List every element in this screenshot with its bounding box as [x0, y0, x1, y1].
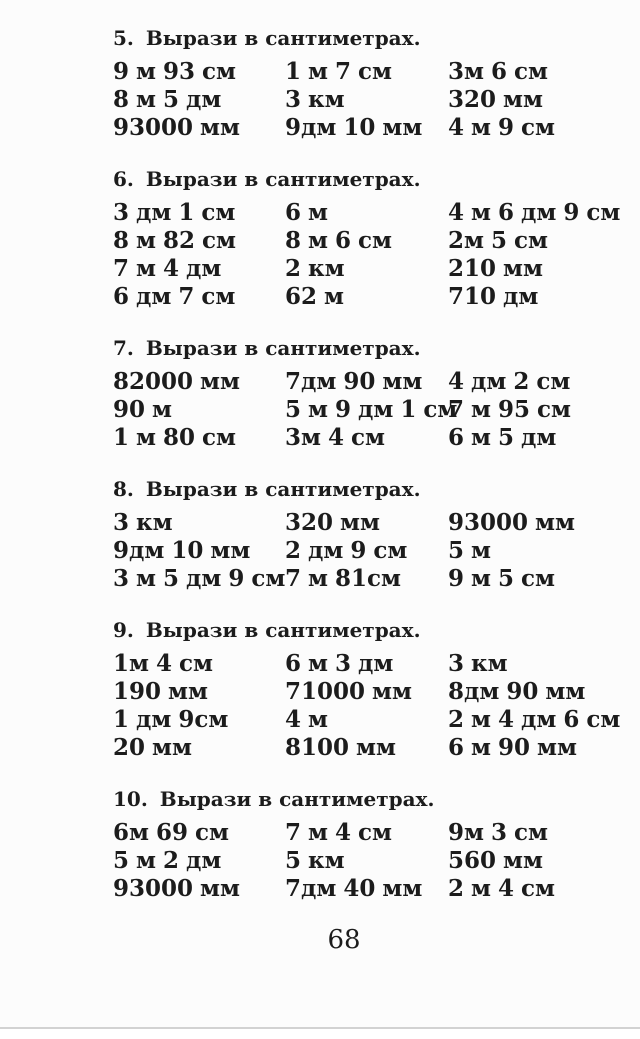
measurement-value: 3 дм 1 см: [113, 199, 236, 226]
measurement-value: 560 мм: [448, 847, 543, 874]
exercise-measurements: [0, 368, 640, 452]
exercise-section: [0, 475, 640, 593]
measurement-value: 93000 мм: [448, 509, 575, 536]
exercise-section: [0, 334, 640, 452]
measurement-value: 3 км: [113, 509, 173, 536]
exercise-heading: [0, 334, 640, 362]
exercise-measurements: [0, 199, 640, 311]
measurement-value: 2 км: [285, 255, 345, 282]
measurement-value: 3 км: [448, 650, 508, 677]
exercise-title: Вырази в сантиметрах.: [145, 336, 421, 360]
measurement-value: 8дм 90 мм: [448, 678, 586, 705]
exercise-list: [0, 24, 640, 954]
measurement-value: 7дм 90 мм: [285, 368, 423, 395]
exercise-measurements: [0, 509, 640, 593]
exercise-number: 10.: [113, 787, 148, 811]
exercise-number: 8.: [113, 477, 134, 501]
measurement-value: 90 м: [113, 396, 172, 423]
exercise-heading: [0, 165, 640, 193]
exercise-section: [0, 616, 640, 762]
exercise-heading: [0, 475, 640, 503]
exercise-heading: [0, 785, 640, 813]
measurement-value: 8 м 82 см: [113, 227, 236, 254]
exercise-number: 6.: [113, 167, 134, 191]
exercise-measurements: [0, 58, 640, 142]
exercise-section: [0, 165, 640, 311]
measurement-value: 93000 мм: [113, 875, 240, 902]
exercise-heading: [0, 24, 640, 52]
measurement-value: 5 м 2 дм: [113, 847, 222, 874]
measurement-value: 5 км: [285, 847, 345, 874]
measurement-value: 3 км: [285, 86, 345, 113]
measurement-value: 6 м 5 дм: [448, 424, 557, 451]
measurement-value: 6 м 90 мм: [448, 734, 577, 761]
measurement-value: 9дм 10 мм: [113, 537, 251, 564]
exercise-number: 9.: [113, 618, 134, 642]
page-number: 68: [327, 925, 361, 955]
measurement-value: 3м 4 см: [285, 424, 385, 451]
measurement-value: 8100 мм: [285, 734, 396, 761]
exercise-section: [0, 785, 640, 903]
measurement-value: 6 м 3 дм: [285, 650, 394, 677]
measurement-value: 7 м 4 дм: [113, 255, 222, 282]
measurement-value: 8 м 5 дм: [113, 86, 222, 113]
exercise-section: [0, 24, 640, 142]
exercise-sections: [0, 24, 640, 903]
measurement-value: 71000 мм: [285, 678, 412, 705]
exercise-title: Вырази в сантиметрах.: [145, 167, 421, 191]
page-bottom-divider: [0, 1027, 640, 1039]
exercise-number: 7.: [113, 336, 134, 360]
measurement-value: 20 мм: [113, 734, 192, 761]
measurement-value: 6м 69 см: [113, 819, 229, 846]
exercise-title: Вырази в сантиметрах.: [159, 787, 435, 811]
measurement-value: 320 мм: [285, 509, 380, 536]
exercise-title: Вырази в сантиметрах.: [145, 477, 421, 501]
measurement-value: 9 м 93 см: [113, 58, 236, 85]
measurement-value: 9 м 5 см: [448, 565, 555, 592]
measurement-value: 62 м: [285, 283, 344, 310]
measurement-value: 93000 мм: [113, 114, 240, 141]
measurement-value: 7 м 95 см: [448, 396, 571, 423]
measurement-value: 1м 4 см: [113, 650, 213, 677]
measurement-value: 210 мм: [448, 255, 543, 282]
exercise-title: Вырази в сантиметрах.: [145, 26, 421, 50]
measurement-value: 190 мм: [113, 678, 208, 705]
measurement-value: 1 м 80 см: [113, 424, 236, 451]
measurement-value: 3м 6 см: [448, 58, 548, 85]
measurement-value: 9дм 10 мм: [285, 114, 423, 141]
exercise-measurements: [0, 819, 640, 903]
measurement-value: 7дм 40 мм: [285, 875, 423, 902]
measurement-value: 82000 мм: [113, 368, 240, 395]
measurement-value: 7 м 4 см: [285, 819, 392, 846]
measurement-value: 1 дм 9см: [113, 706, 229, 733]
measurement-value: 4 дм 2 см: [448, 368, 571, 395]
measurement-value: 9м 3 см: [448, 819, 548, 846]
measurement-value: 6 дм 7 см: [113, 283, 236, 310]
measurement-value: 7 м 81см: [285, 565, 401, 592]
exercise-number: 5.: [113, 26, 134, 50]
measurement-value: 3 м 5 дм 9 см: [113, 565, 286, 592]
measurement-value: 4 м: [285, 706, 328, 733]
exercise-heading: [0, 616, 640, 644]
exercise-measurements: [0, 650, 640, 762]
measurement-value: 710 дм: [448, 283, 539, 310]
measurement-value: 2 м 4 дм 6 см: [448, 706, 621, 733]
exercise-title: Вырази в сантиметрах.: [145, 618, 421, 642]
measurement-value: 8 м 6 см: [285, 227, 392, 254]
measurement-value: 320 мм: [448, 86, 543, 113]
measurement-value: 5 м 9 дм 1 см: [285, 396, 458, 423]
measurement-value: 2 дм 9 см: [285, 537, 408, 564]
measurement-value: 4 м 6 дм 9 см: [448, 199, 621, 226]
measurement-value: 6 м: [285, 199, 328, 226]
measurement-value: 2 м 4 см: [448, 875, 555, 902]
measurement-value: 2м 5 см: [448, 227, 548, 254]
measurement-value: 5 м: [448, 537, 491, 564]
measurement-value: 4 м 9 см: [448, 114, 555, 141]
measurement-value: 1 м 7 см: [285, 58, 392, 85]
